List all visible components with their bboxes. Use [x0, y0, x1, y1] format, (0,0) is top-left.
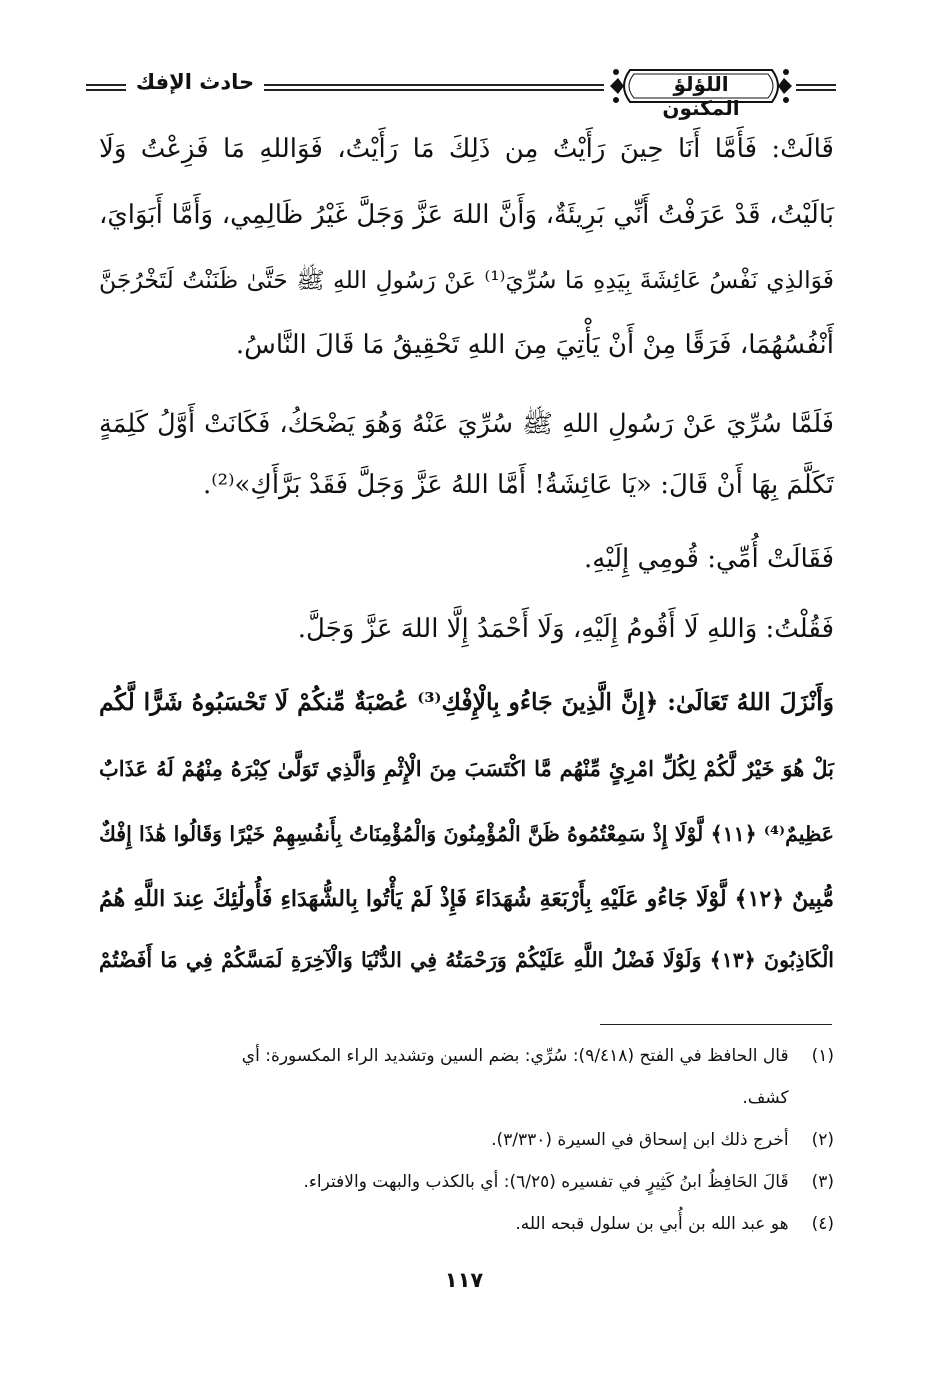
quran-line: الْكَاذِبُونَ ﴿١٣﴾ وَلَوْلَا فَضْلُ اللَّهِ عَلَيْكُمْ وَرَحْمَتُهُ فِي الدُّنْيَا وَالْآخِرَةِ لَمَسَّكُمْ فِي مَا أَفَضْتُمْ: [99, 948, 835, 972]
footnote-text: أخرج ذلك ابن إسحاق في السيرة (٣/٣٣٠).: [491, 1130, 789, 1150]
text-line: أَنْفُسُهُمَا، فَرَقًا مِنْ أَنْ يَأْتِيَ مِنَ اللهِ تَحْقِيقُ مَا قَالَ النَّاسُ.: [235, 330, 834, 360]
footnote-3: [99, 1172, 834, 1192]
header-rule-left: [86, 84, 126, 91]
chapter-title: حادث الإفك: [135, 70, 255, 94]
footnote-separator: [600, 1024, 832, 1025]
text-line: بَالَيْتُ، قَدْ عَرَفْتُ أَنِّي بَرِيئَةٌ، وَأَنَّ اللهَ عَزَّ وَجَلَّ غَيْرُ ظَالِمِي، وَأَمَّا أَبَوَايَ،: [99, 200, 834, 230]
footnote-1-continued: [99, 1088, 834, 1108]
text-line: فَلَمَّا سُرِّيَ عَنْ رَسُولِ اللهِ ﷺ سُرِّيَ عَنْهُ وَهُوَ يَضْحَكُ، فَكَانَتْ أَوَّلُ كَلِمَةٍ: [99, 409, 834, 439]
header-rule-middle: [264, 84, 604, 91]
footnote-4: [99, 1214, 834, 1234]
quran-line: بَلْ هُوَ خَيْرٌ لَّكُمْ لِكُلِّ امْرِئٍ مِّنْهُم مَّا اكْتَسَبَ مِنَ الْإِثْمِ وَالَّذِي تَوَلَّىٰ كِبْرَهُ مِنْهُمْ لَهُ عَذَابٌ: [99, 756, 834, 781]
text-line: قَالَتْ: فَأَمَّا أَنَا حِينَ رَأَيْتُ مِن ذَلِكَ مَا رَأَيْتُ، فَوَاللهِ مَا فَزِعْتُ وَلَا: [99, 134, 834, 164]
page-number: ١١٧: [444, 1268, 484, 1292]
text-line: فَقُلْتُ: وَاللهِ لَا أَقُومُ إِلَيْهِ، وَلَا أَحْمَدُ إِلَّا اللهَ عَزَّ وَجَلَّ.: [297, 614, 834, 644]
footnote-number: (٢): [811, 1130, 834, 1150]
footnote-text: هو عبد الله بن أُبي بن سلول قبحه الله.: [515, 1214, 789, 1234]
text-line: فَقَالَتْ أُمِّي: قُومِي إِلَيْهِ.: [584, 544, 834, 574]
book-title: اللؤلؤ المكنون: [662, 72, 740, 120]
header-rule-right: [796, 84, 836, 91]
quran-line: وَأَنْزَلَ اللهُ تَعَالَىٰ: ﴿إِنَّ الَّذِينَ جَاءُو بِالْإِفْكِ⁽³⁾ عُصْبَةٌ مِّنكُمْ لَا تَحْسَبُوهُ شَرًّا لَّكُم: [99, 688, 835, 716]
text-line: فَوَالذِي نَفْسُ عَائِشَةَ بِيَدِهِ مَا سُرِّيَ⁽¹⁾ عَنْ رَسُولِ اللهِ ﷺ حَتَّىٰ ظَنَنْتُ لَتَخْرُجَنَّ: [99, 266, 834, 294]
footnote-number: (٣): [811, 1172, 834, 1192]
footnote-number: (٤): [811, 1214, 834, 1234]
footnote-text: قَالَ الحَافِظُ ابنُ كَثِيرٍ في تفسيره (٦/٢٥): أي بالكذب والبهت والافتراء.: [303, 1172, 789, 1192]
book-title-ornament: [608, 64, 794, 120]
footnote-1: [99, 1046, 834, 1066]
text-line: تَكَلَّمَ بِهَا أَنْ قَالَ: «يَا عَائِشَةُ! أَمَّا اللهُ عَزَّ وَجَلَّ فَقَدْ بَرَّأَكِ»⁽²⁾.: [203, 470, 834, 500]
page-header: [86, 60, 834, 120]
quran-line: مُّبِينٌ ﴿١٢﴾ لَّوْلَا جَاءُو عَلَيْهِ بِأَرْبَعَةِ شُهَدَاءَ فَإِذْ لَمْ يَأْتُوا بِالشُّهَدَاءِ فَأُولَٰئِكَ عِندَ اللَّهِ هُمُ: [99, 886, 834, 912]
footnote-text: قال الحافظ في الفتح (٩/٤١٨): سُرِّي: بضم السين وتشديد الراء المكسورة: أي: [241, 1046, 789, 1066]
footnote-number: (١): [811, 1046, 834, 1066]
quran-line: عَظِيمٌ⁽⁴⁾ ﴿١١﴾ لَّوْلَا إِذْ سَمِعْتُمُوهُ ظَنَّ الْمُؤْمِنُونَ وَالْمُؤْمِنَاتُ بِأَنفُسِهِمْ خَيْرًا وَقَالُوا هَٰذَا إِفْكٌ: [99, 822, 834, 846]
footnote-2: [99, 1130, 834, 1150]
footnote-text: كشف.: [742, 1088, 789, 1108]
